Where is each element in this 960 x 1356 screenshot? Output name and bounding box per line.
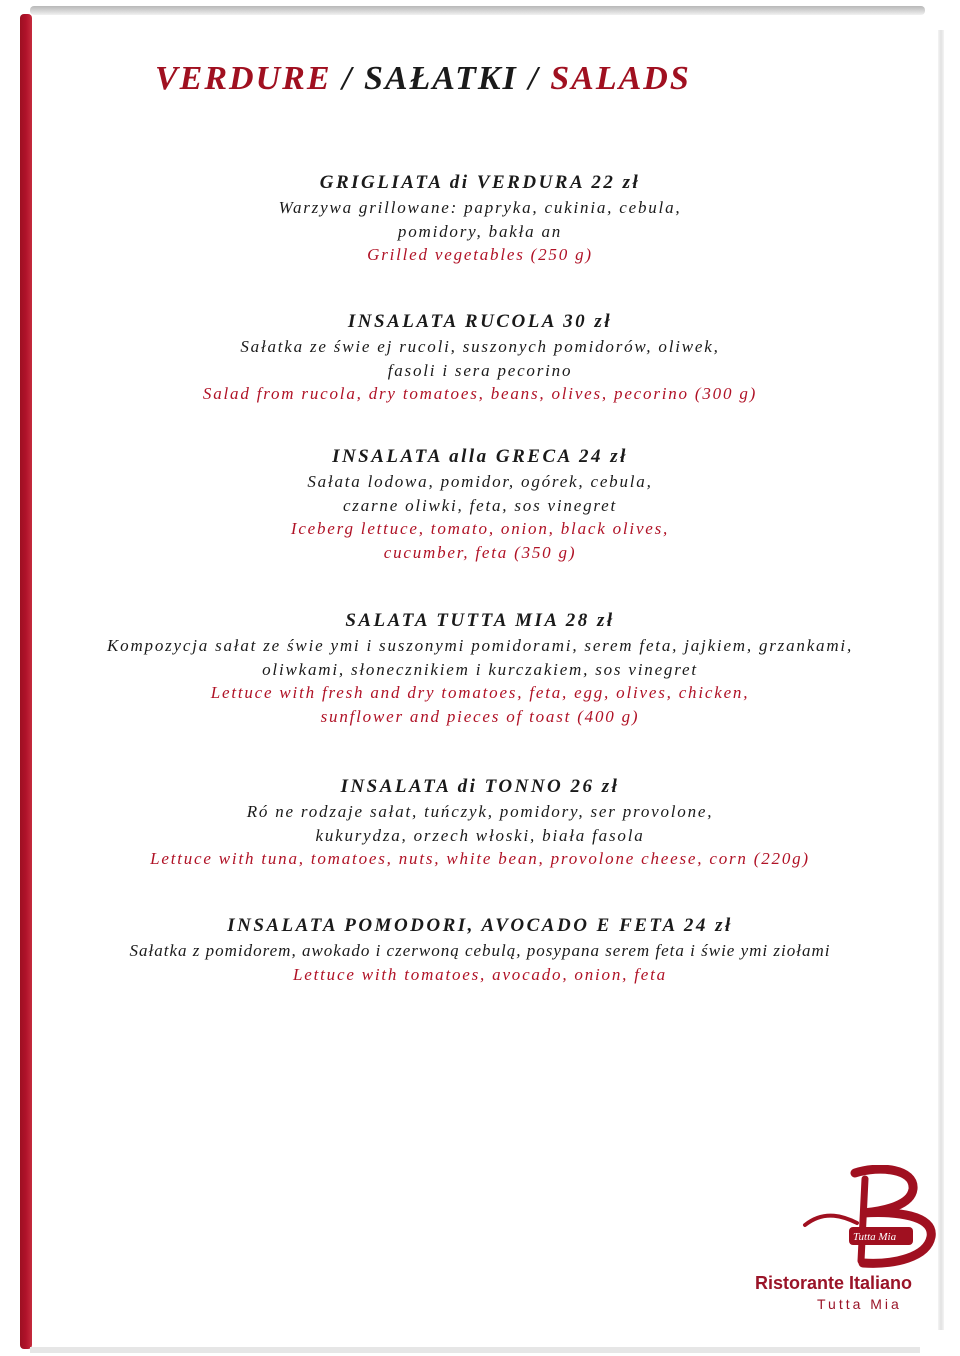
b-monogram-logo-icon: [745, 1165, 960, 1275]
logo-brand-name: Ristorante Italiano: [755, 1273, 913, 1293]
menu-item-english: Lettuce with tuna, tomatoes, nuts, white bean, provolone cheese, corn (220g): [150, 849, 810, 868]
page-frame-left-red-border: [20, 14, 32, 1349]
menu-item-description: Sałatka z pomidorem, awokado i czerwoną cebulą, posypana serem feta i świe ymi ziołami: [129, 941, 831, 960]
logo-subtitle: Tutta Mia: [817, 1296, 902, 1312]
menu-item-name: INSALATA RUCOLA 30 zł: [347, 311, 613, 332]
menu-item-description: fasoli i sera pecorino: [387, 360, 573, 380]
title-part-verdure: VERDURE: [155, 60, 332, 97]
menu-item-name: INSALATA POMODORI, AVOCADO E FETA 24 zł: [227, 915, 733, 936]
menu-item-description: czarne oliwki, feta, sos vinegret: [342, 495, 618, 515]
title-separator: /: [331, 60, 364, 97]
menu-item-english: sunflower and pieces of toast (400 g): [320, 706, 640, 726]
menu-item-description: oliwkami, słonecznikiem i kurczakiem, sos vinegret: [262, 659, 698, 679]
restaurant-logo: [745, 1165, 960, 1325]
menu-item-description: Sałata lodowa, pomidor, ogórek, cebula,: [307, 472, 653, 491]
menu-item-pomodori-avocado: [40, 913, 920, 986]
menu-item-description: Kompozycja sałat ze świe ymi i suszonymi pomidorami, serem feta, jajkiem, grzankami,: [107, 636, 853, 655]
menu-item-english: Lettuce with tomatoes, avocado, onion, feta: [293, 964, 667, 984]
title-separator: /: [517, 60, 551, 97]
title-part-salatki: SAŁATKI: [363, 60, 518, 97]
menu-item-greca: [40, 444, 920, 564]
title-part-salads: SALADS: [550, 60, 691, 97]
menu-item-description: kukurydza, orzech włoski, biała fasola: [315, 825, 645, 845]
menu-item-name: INSALATA alla GRECA 24 zł: [332, 446, 628, 467]
menu-item-name: GRIGLIATA di VERDURA 22 zł: [319, 172, 641, 193]
menu-item-english: Grilled vegetables (250 g): [367, 245, 593, 264]
page-frame-top: [30, 6, 925, 15]
page-frame-right: [938, 30, 944, 1330]
menu-item-rucola: [40, 309, 920, 406]
menu-item-description: pomidory, bakła an: [397, 221, 563, 241]
menu-item-description: Ró ne rodzaje sałat, tuńczyk, pomidory, ser provolone,: [246, 802, 714, 821]
menu-item-tonno: [40, 774, 920, 871]
menu-item-english: Salad from rucola, dry tomatoes, beans, olives, pecorino (300 g): [202, 384, 758, 403]
menu-item-english: Lettuce with fresh and dry tomatoes, feta, egg, olives, chicken,: [210, 683, 750, 702]
menu-item-grigliata: [40, 170, 920, 267]
menu-item-english: Iceberg lettuce, tomato, onion, black olives,: [290, 519, 670, 538]
menu-item-name: INSALATA di TONNO 26 zł: [340, 776, 620, 797]
logo-monogram-text: Tutta Mia: [853, 1231, 897, 1243]
menu-item-name: SALATA TUTTA MIA 28 zł: [345, 610, 615, 631]
menu-item-tutta-mia: [40, 608, 920, 728]
menu-item-english: cucumber, feta (350 g): [383, 542, 577, 562]
menu-item-description: Warzywa grillowane: papryka, cukinia, cebula,: [278, 198, 682, 217]
page-frame-bottom: [30, 1347, 920, 1353]
page-title: [155, 60, 691, 98]
menu-item-description: Sałatka ze świe ej rucoli, suszonych pomidorów, oliwek,: [240, 337, 720, 356]
